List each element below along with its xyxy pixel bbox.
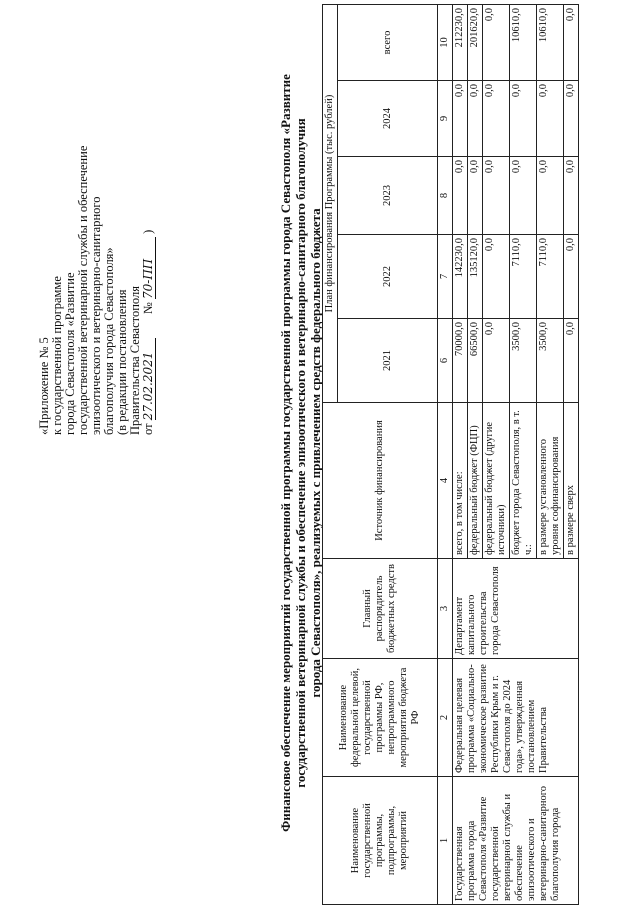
heading-line: города Севастополя», реализуемых с привлечением средств федерального бюджета: [308, 208, 323, 698]
source-cell: всего, в том числе:: [453, 403, 468, 559]
value-2024: 0,0: [537, 81, 564, 157]
value-2022: 0,0: [564, 235, 579, 319]
value-2021: 0,0: [483, 319, 510, 403]
value-2022: 0,0: [483, 235, 510, 319]
column-number: 9: [438, 81, 453, 157]
appendix-line: эпизоотического и ветеринарно-санитарного: [89, 196, 103, 435]
value-2021: 3500,0: [510, 319, 537, 403]
number-prefix: №: [141, 302, 155, 315]
heading-line: государственной ветеринарной службы и обеспечение эпизоотического и ветеринарно-санитарного благополучия: [293, 118, 308, 788]
column-number: 1: [438, 777, 453, 905]
closing-paren: ): [141, 229, 155, 234]
appendix-line: города Севастополя «Развитие: [63, 272, 77, 435]
appendix-line: к государственной программе: [50, 276, 64, 435]
appendix-line: благополучия города Севастополя»: [102, 247, 116, 435]
appendix-date-line: [142, 105, 156, 435]
value-2024: 0,0: [483, 81, 510, 157]
value-2022: 142230,0: [453, 235, 468, 319]
value-total: 0,0: [564, 4, 579, 80]
source-cell: федеральный бюджет (другие источники): [483, 403, 510, 559]
value-total: 212230,0: [453, 4, 468, 80]
value-2023: 0,0: [510, 157, 537, 235]
value-total: 0,0: [483, 4, 510, 80]
value-2023: 0,0: [468, 157, 483, 235]
value-total: 10610,0: [510, 4, 537, 80]
document-heading: [278, 3, 323, 903]
header-total: всего: [338, 4, 438, 80]
value-2024: 0,0: [468, 81, 483, 157]
header-year-2021: 2021: [338, 319, 438, 403]
header-plan-group: План финансирования Программы (тыс. рублей): [323, 4, 338, 402]
value-2022: 7110,0: [510, 235, 537, 319]
value-2023: 0,0: [564, 157, 579, 235]
column-number: 8: [438, 157, 453, 235]
program-name-cell: Государственная программа города Севастополя «Развитие государственной ветеринарной службы и обеспечение эпизоотического и ветеринарно-санитарного благополучия города: [453, 777, 579, 905]
value-2022: 7110,0: [537, 235, 564, 319]
source-cell: бюджет города Севастополя, в т. ч.:: [510, 403, 537, 559]
header-source: Источник финансирования: [323, 403, 438, 559]
column-number: 6: [438, 319, 453, 403]
header-year-2023: 2023: [338, 157, 438, 235]
financing-table: [322, 4, 579, 905]
source-cell: в размере установленного уровня софинансирования: [537, 403, 564, 559]
header-federal-program: Наименование федеральной целевой, государственной программы РФ, непрограммного мероприятия бюджета РФ: [323, 659, 438, 777]
header-year-2022: 2022: [338, 235, 438, 319]
value-2022: 135120,0: [468, 235, 483, 319]
value-2021: 0,0: [564, 319, 579, 403]
source-cell: в размере сверх: [564, 403, 579, 559]
value-2023: 0,0: [537, 157, 564, 235]
value-2024: 0,0: [564, 81, 579, 157]
appendix-line: Правительства Севастополя: [128, 286, 142, 435]
appendix-line: (в редакции постановления: [115, 289, 129, 435]
value-2023: 0,0: [453, 157, 468, 235]
value-total: 10610,0: [537, 4, 564, 80]
column-number: 3: [438, 559, 453, 659]
value-2023: 0,0: [483, 157, 510, 235]
federal-program-cell: Федеральная целевая программа «Социально-экономическое развитие Республики Крым и г. Севастополя до 2024 года», утвержденная постановлением Правительства: [453, 659, 579, 777]
handwritten-number: 70-ПП: [142, 237, 156, 299]
appendix-line: государственной ветеринарной службы и обеспечение: [76, 145, 90, 435]
column-number: 2: [438, 659, 453, 777]
heading-line: Финансовое обеспечение мероприятий государственной программы государственной программы города Севастополя «Развитие: [278, 74, 293, 832]
source-cell: федеральный бюджет (ФЦП): [468, 403, 483, 559]
value-2021: 70000,0: [453, 319, 468, 403]
value-2021: 66500,0: [468, 319, 483, 403]
column-number: 7: [438, 235, 453, 319]
value-2024: 0,0: [510, 81, 537, 157]
value-total: 201620,0: [468, 4, 483, 80]
handwritten-date: 27.02.2021: [142, 338, 156, 420]
appendix-line: «Приложение № 5: [37, 337, 51, 435]
column-number: 10: [438, 4, 453, 80]
value-2024: 0,0: [453, 81, 468, 157]
header-program-name: Наименование государственной программы, подпрограммы, мероприятий: [323, 777, 438, 905]
header-year-2024: 2024: [338, 81, 438, 157]
value-2021: 3500,0: [537, 319, 564, 403]
date-prefix: от: [141, 423, 155, 435]
header-administrator: Главный распорядитель бюджетных средств: [323, 559, 438, 659]
appendix-block: [38, 105, 156, 435]
column-number: 4: [438, 403, 453, 559]
administrator-cell: Департамент капитального строительства города Севастополя: [453, 559, 579, 659]
table-row: [453, 4, 468, 904]
